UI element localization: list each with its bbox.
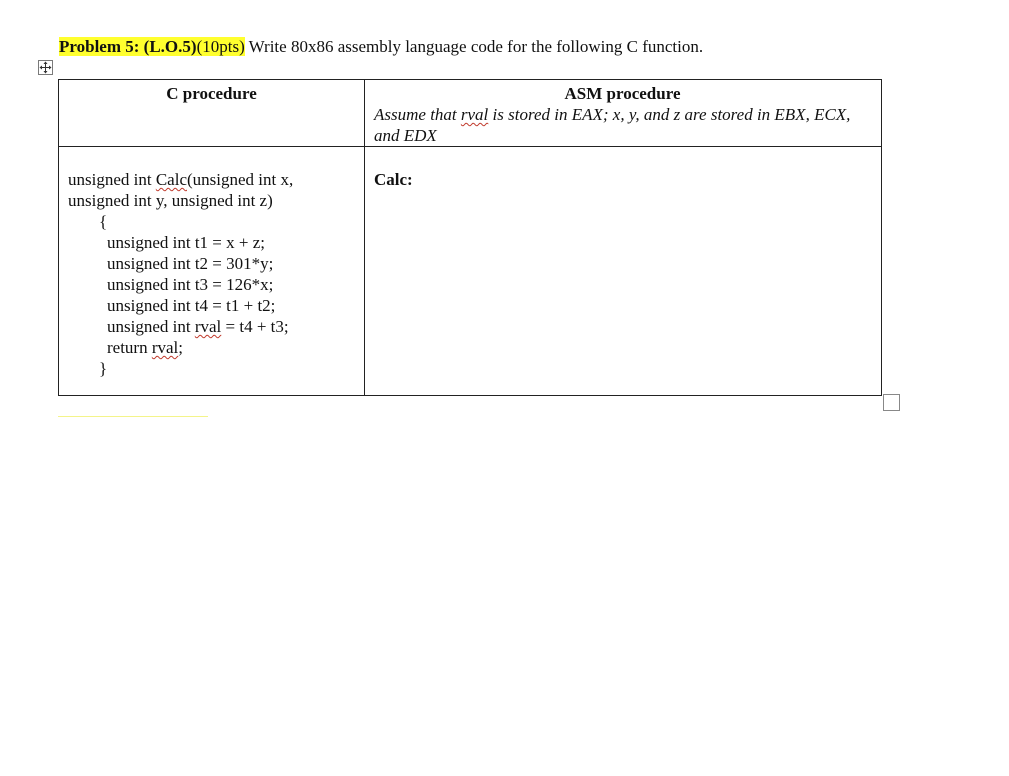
problem-label: Problem 5: (L.O.5) — [59, 37, 197, 56]
code-token: (unsigned int x, — [187, 170, 294, 189]
table-body-row — [59, 147, 882, 396]
code-line-t2: unsigned int t2 = 301*y; — [107, 254, 274, 273]
code-token: ; — [178, 338, 184, 357]
code-line-t3: unsigned int t3 = 126*x; — [107, 275, 274, 294]
code-token: unsigned int — [107, 317, 195, 336]
table-move-icon[interactable] — [38, 60, 53, 75]
code-token: unsigned int — [68, 170, 156, 189]
move-arrows-icon — [39, 61, 52, 74]
asm-procedure-header-cell[interactable] — [365, 80, 882, 147]
c-procedure-header-cell[interactable] — [59, 80, 365, 147]
code-line-t1: unsigned int t1 = x + z; — [107, 233, 265, 252]
asm-assumption-note — [374, 104, 871, 146]
code-close-brace: } — [99, 359, 108, 378]
code-token: = t4 + t3; — [221, 317, 289, 336]
code-line-t4: unsigned int t4 = t1 + t2; — [107, 296, 276, 315]
asm-procedure-title: ASM procedure — [564, 84, 681, 103]
code-open-brace: { — [99, 212, 108, 231]
code-function-name: Calc — [155, 170, 187, 189]
procedure-table — [58, 79, 882, 396]
table-resize-icon[interactable] — [883, 394, 900, 411]
code-rval-token: rval — [194, 317, 222, 336]
asm-note-text-rest: is stored in EAX; x, y, and z are stored in EBX, ECX, and EDX — [374, 105, 851, 145]
code-line-return — [68, 337, 364, 358]
highlight-divider — [58, 416, 208, 417]
table-header-row — [59, 80, 882, 147]
c-code-block — [59, 147, 364, 379]
c-procedure-title: C procedure — [166, 84, 257, 103]
code-line-rval — [68, 316, 364, 337]
code-signature-line-1 — [68, 169, 364, 190]
code-signature-line-2: unsigned int y, unsigned int z) — [68, 191, 273, 210]
problem-heading — [59, 36, 703, 58]
asm-note-rval: rval — [460, 105, 489, 124]
problem-instruction: Write 80x86 assembly language code for the following C function. — [244, 37, 704, 56]
asm-note-text: Assume that — [374, 105, 461, 124]
c-code-cell[interactable] — [59, 147, 365, 396]
code-rval-token: rval — [151, 338, 179, 357]
code-token: return — [107, 338, 152, 357]
asm-calc-label: Calc: — [374, 170, 413, 189]
asm-answer-cell[interactable] — [365, 147, 882, 396]
problem-points: (10pts) — [196, 37, 245, 56]
